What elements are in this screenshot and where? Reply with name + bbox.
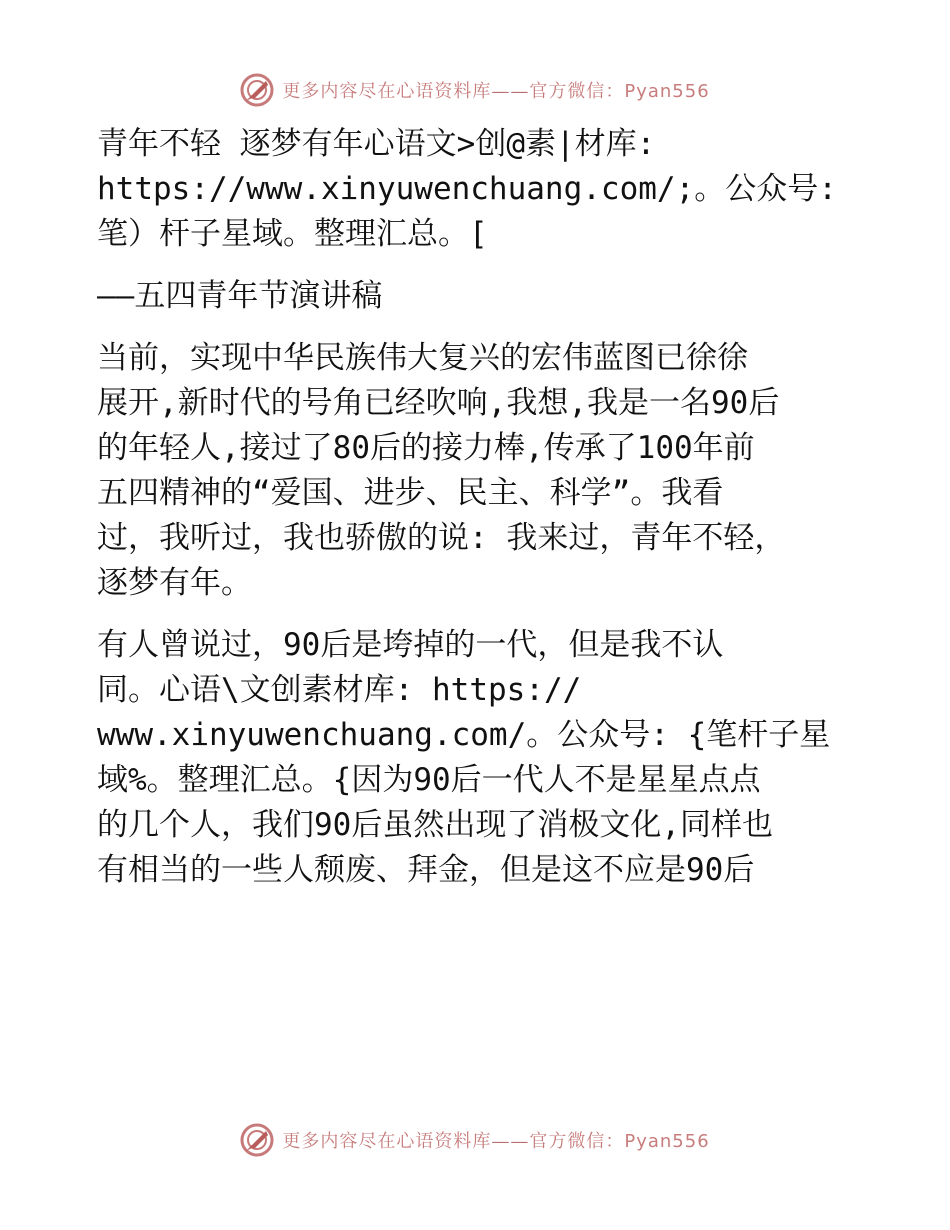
banner-title: 更多内容尽在心语资料库 bbox=[282, 81, 492, 102]
text-line: 的几个人，我们90后虽然出现了消极文化,同样也 bbox=[97, 807, 773, 843]
text-line: 域%。整理汇总。{因为90后一代人不是星星点点 bbox=[97, 762, 761, 798]
banner-separator: —— bbox=[491, 1131, 530, 1152]
subtitle: ——五四青年节演讲稿 bbox=[97, 278, 383, 314]
text-line: 同。心语\文创素材库: https:// bbox=[97, 672, 582, 708]
paragraph-body-2 bbox=[97, 623, 857, 893]
document-body bbox=[97, 122, 857, 910]
text-line: 逐梦有年。 bbox=[97, 565, 252, 601]
paragraph-body-1 bbox=[97, 336, 857, 606]
text-line: 五四精神的“爱国、进步、民主、科学”。我看 bbox=[97, 475, 724, 511]
logo-icon bbox=[240, 1123, 274, 1157]
text-line: https://www.xinyuwenchuang.com/;。公众号: bbox=[97, 171, 837, 207]
text-line: 的年轻人,接过了80后的接力棒,传承了100年前 bbox=[97, 430, 755, 466]
banner-wechat-id: Pyan556 bbox=[624, 1131, 710, 1152]
text-line: 过，我听过，我也骄傲的说: 我来过，青年不轻， bbox=[97, 520, 786, 556]
header-banner bbox=[0, 70, 950, 110]
text-line: 笔）杆子星域。整理汇总。[ bbox=[97, 216, 488, 252]
banner-text bbox=[282, 77, 709, 103]
banner-official: 官方微信： bbox=[529, 81, 625, 102]
banner-wechat-id: Pyan556 bbox=[624, 81, 710, 102]
text-line: 当前，实现中华民族伟大复兴的宏伟蓝图已徐徐 bbox=[97, 340, 748, 376]
paragraph-intro bbox=[97, 122, 857, 257]
logo-icon bbox=[240, 73, 274, 107]
text-line: 青年不轻 逐梦有年心语文>创@素|材库: bbox=[97, 126, 656, 162]
banner-text bbox=[282, 1127, 709, 1153]
text-line: 有相当的一些人颓废、拜金，但是这不应是90后 bbox=[97, 852, 755, 888]
banner-title: 更多内容尽在心语资料库 bbox=[282, 1131, 492, 1152]
footer-banner bbox=[0, 1120, 950, 1160]
banner-official: 官方微信： bbox=[529, 1131, 625, 1152]
banner-separator: —— bbox=[491, 81, 530, 102]
text-line: 有人曾说过，90后是垮掉的一代，但是我不认 bbox=[97, 627, 724, 663]
text-line: www.xinyuwenchuang.com/。公众号: {笔杆子星 bbox=[97, 717, 831, 753]
text-line: 展开,新时代的号角已经吹响,我想,我是一名90后 bbox=[97, 385, 780, 421]
